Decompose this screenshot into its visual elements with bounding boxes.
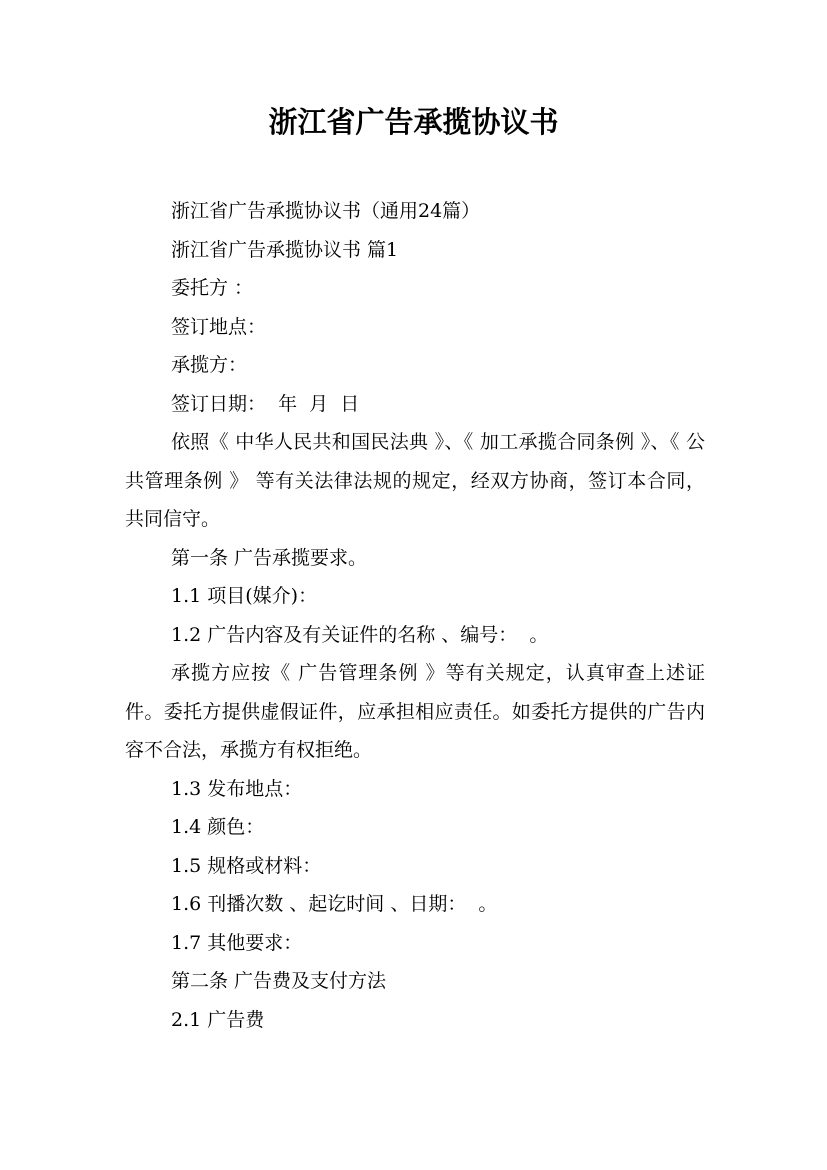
clause-item: 1.3 发布地点：: [171, 777, 303, 800]
clause-item: 1.4 颜色：: [171, 816, 265, 838]
document-subtitle: 浙江省广告承揽协议书（通用24篇）: [171, 200, 481, 222]
client-field: 委托方 ：: [171, 277, 254, 299]
clause-item: 1.1 项目(媒介)：: [171, 585, 318, 607]
document-body: [125, 192, 705, 1039]
clause-item: 1.6 刊播次数 、起讫时间 、日期： 。: [171, 893, 498, 915]
contractor-field: 承揽方：: [171, 354, 248, 376]
document-title: 浙江省广告承揽协议书: [268, 105, 559, 139]
clause-item: 2.1 广告费: [171, 1008, 265, 1031]
clause-item: 1.5 规格或材料：: [171, 854, 322, 877]
clause-item: 1.2 广告内容及有关证件的名称 、编号： 。: [171, 623, 549, 646]
signing-date-field: 签订日期： 年 月 日: [171, 392, 360, 415]
clause-item: 1.7 其他要求：: [171, 931, 303, 954]
article-heading: 第一条 广告承揽要求。: [171, 546, 368, 569]
preamble-paragraph: 依照《 中华人民共和国民法典 》、《 加工承揽合同条例 》、《 公共管理条例 》 等有关法律法规的规定，经双方协商，签订本合同，共同信守。: [125, 431, 705, 530]
article-heading: 第二条 广告费及支付方法: [171, 970, 387, 992]
section-heading: 浙江省广告承揽协议书 篇1: [171, 238, 399, 261]
clause-paragraph: 承揽方应按《 广告管理条例 》等有关规定，认真审查上述证件。委托方提供虚假证件，应承担相应责任。如委托方提供的广告内容不合法，承揽方有权拒绝。: [125, 662, 705, 761]
signing-place-field: 签订地点：: [171, 315, 267, 338]
